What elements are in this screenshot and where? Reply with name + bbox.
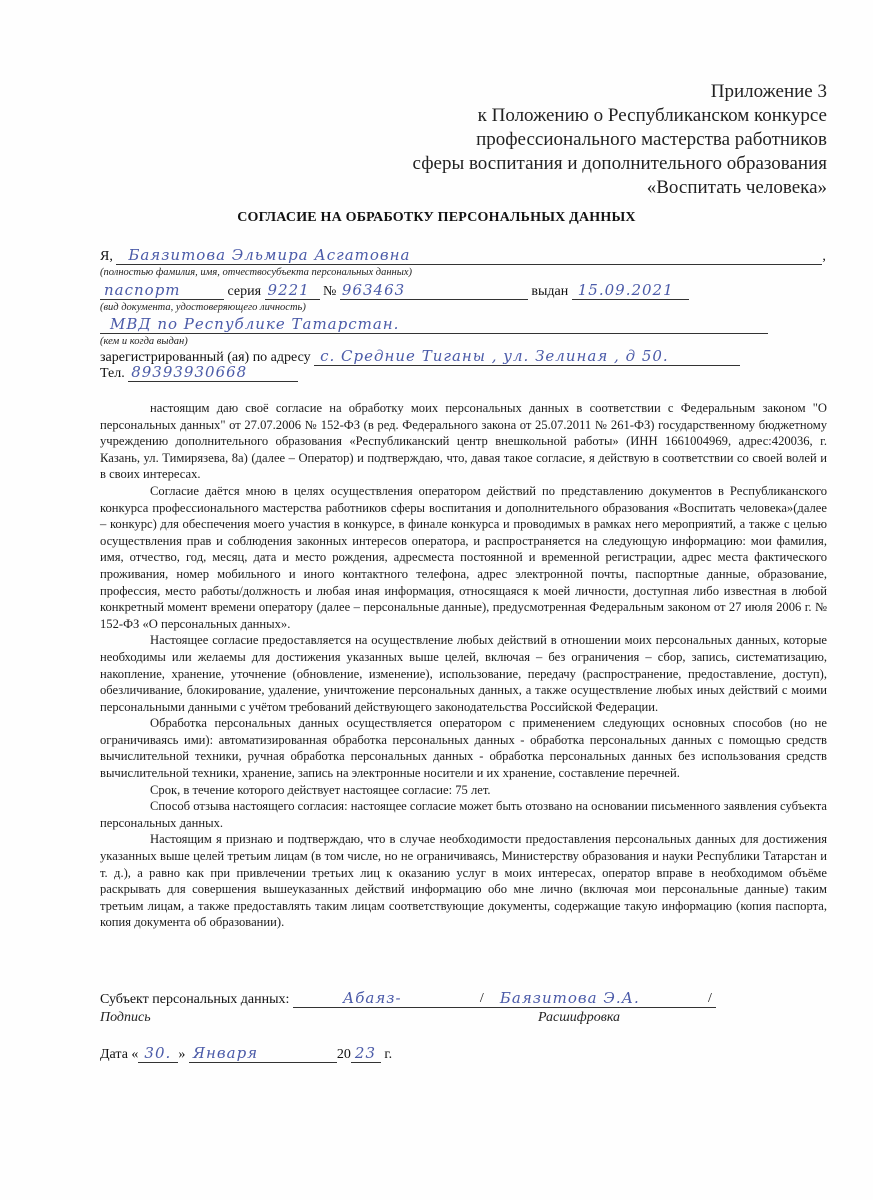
separator-end: / — [708, 991, 712, 1006]
paragraph: Способ отзыва настоящего согласия: настоящее согласие может быть отозвано на основании письменного заявления субъекта персональных данных. — [100, 799, 827, 830]
name-suffix: , — [822, 249, 826, 264]
consent-body — [100, 400, 827, 931]
phone-field[interactable] — [128, 364, 298, 382]
name-value: Баязитова Эльмира Асгатовна — [128, 246, 411, 264]
year-field[interactable] — [351, 1045, 381, 1063]
transcript-field[interactable] — [478, 990, 716, 1008]
date-close-quote: » — [178, 1047, 186, 1062]
name-caption: (полностью фамилия, имя, отчествосубъекта персональных данных) — [100, 267, 413, 278]
document-line — [100, 282, 689, 300]
date-row — [100, 1045, 392, 1063]
number-value: 963463 — [341, 281, 406, 299]
issuer-line — [100, 316, 768, 334]
paragraph: настоящим даю своё согласие на обработку моих персональных данных в соответствии с Федеральным законом "О персональных данных" от 27.07.2006 № 152-ФЗ (в ред. Федерального закона от 25.07.2011 № 261-ФЗ) государственному бюджетному учреждению дополнительного образования «Республиканский центр внешкольной работы» (ИНН 1661004969, адрес:420036, г. Казань, ул. Тимирязева, 8а) (далее – Оператор) и подтверждаю, что, давая такое согласие, я действую в соответствии со своей волей и в своих интересах. — [100, 401, 827, 482]
address-value: с. Средние Тиганы , ул. Зелиная , д 50. — [320, 347, 669, 365]
appendix-line: сферы воспитания и дополнительного образования — [412, 153, 827, 174]
doc-type-value: паспорт — [104, 281, 181, 299]
paragraph: Согласие даётся мною в целях осуществления оператором действий по представлению документов в Республиканского конкурса профессионального мастерства работников сферы воспитания и дополнительного образования «Воспитать человека»(далее – конкурс) для обеспечения моего участия в конкурсе, в финале конкурса и проводимых в рамках него мероприятий, а также с целью осуществления прав и соблюдения законных интересов оператора, и распространяется на следующую информацию: мои фамилия, имя, отчество, год, месяц, дата и место рождения, адресместа постоянной и временной регистрации, адрес места фактического проживания, номер мобильного и иного контактного телефона, адрес электронной почты, паспортные данные, образование, профессия, место работы/должность и любая иная информация, относящаяся к моей личности, доступная либо известная в любой конкретный момент времени оператору (далее – персональные данные), предусмотренная Федеральным законом от 27 июля 2006 г. № 152-ФЗ «О персональных данных». — [100, 483, 827, 631]
document-title: СОГЛАСИЕ НА ОБРАБОТКУ ПЕРСОНАЛЬНЫХ ДАННЫХ — [237, 210, 636, 225]
issuer-value: МВД по Республике Татарстан. — [110, 315, 400, 333]
appendix-line: «Воспитать человека» — [646, 177, 827, 198]
issuer-caption: (кем и когда выдан) — [100, 336, 188, 347]
signature-label: Субъект персональных данных: — [100, 992, 290, 1007]
appendix-line: Приложение 3 — [710, 81, 827, 102]
month-field[interactable] — [189, 1045, 337, 1063]
signature-field[interactable] — [293, 990, 478, 1008]
phone-value: 89393930668 — [131, 363, 248, 381]
series-value: 9221 — [267, 281, 310, 299]
paragraph: Срок, в течение которого действует настоящее согласие: 75 лет. — [150, 782, 491, 797]
appendix-line: профессионального мастерства работников — [476, 129, 827, 150]
separator: / — [479, 991, 484, 1006]
signature-value: Абаяз- — [342, 989, 402, 1007]
address-field[interactable] — [314, 348, 740, 366]
paragraph: Настоящее согласие предоставляется на осуществление любых действий в отношении моих персональных данных, которые необходимы или желаемы для достижения указанных выше целей, включая – без ограничения – сбор, запись, систематизацию, накопление, хранение, уточнение (обновление, изменение), использование, передачу (распространение, предоставление, доступ), обезличивание, блокирование, удаление, уничтожение персональных данных, а также осуществление любых иных действий с моими персональными данными с учётом требований действующего законодательства Российской Федерации. — [100, 633, 827, 714]
year-value: 23 — [354, 1044, 376, 1062]
name-prefix: Я, — [100, 249, 113, 264]
signature-caption: Подпись — [100, 1010, 151, 1025]
doc-type-field[interactable] — [100, 282, 224, 300]
year-suffix: г. — [384, 1047, 393, 1062]
name-field[interactable] — [116, 247, 822, 265]
series-field[interactable] — [265, 282, 320, 300]
day-value: 30. — [144, 1044, 172, 1062]
address-label: зарегистрированный (ая) по адресу — [100, 350, 311, 365]
issued-value: 15.09.2021 — [577, 281, 674, 299]
paragraph: Обработка персональных данных осуществляется оператором с применением следующих основных способов (но не ограничиваясь ими): автоматизированная обработка персональных данных - обработка персональных данных с помощью средств вычислительной техники, ручная обработка персональных данных - обработка персональных данных без использования средств вычислительной техники, хранение, запись на электронные носители и их хранение, составление перечней. — [100, 716, 827, 781]
phone-line — [100, 364, 298, 382]
appendix-header — [413, 80, 827, 200]
day-field[interactable] — [138, 1045, 178, 1063]
doc-caption: (вид документа, удостоверяющего личность) — [100, 302, 306, 313]
name-line — [100, 247, 826, 265]
phone-label: Тел. — [100, 366, 125, 381]
date-label: Дата « — [100, 1047, 139, 1062]
transcript-caption: Расшифровка — [538, 1010, 621, 1025]
month-value: Января — [192, 1044, 259, 1062]
series-label: серия — [227, 284, 262, 299]
number-label: № — [323, 284, 337, 299]
transcript-value: Баязитова Э.А. — [499, 989, 640, 1007]
paragraph: Настоящим я признаю и подтверждаю, что в случае необходимости предоставления персональных данных для достижения указанных выше целей третьим лицам (в том числе, но не ограничиваясь, Министерству образования и науки Республики Татарстан и т. д.), а равно как при привлечении третьих лиц к оказанию услуг в моих интересах, оператор вправе в необходимом объёме раскрывать для совершения вышеуказанных действий информацию обо мне лично (включая мои персональные данные) таким третьим лицам, а также предоставлять таким лицам соответствующие документы, содержащие такую информацию (копия паспорта, копия документа об образовании). — [100, 832, 827, 930]
issuer-field[interactable] — [100, 316, 768, 334]
issued-label: выдан — [531, 284, 569, 299]
appendix-line: к Положению о Республиканском конкурсе — [477, 105, 827, 126]
year-prefix: 20 — [336, 1047, 351, 1062]
signature-row — [100, 990, 716, 1008]
number-field[interactable] — [340, 282, 528, 300]
issued-field[interactable] — [572, 282, 689, 300]
